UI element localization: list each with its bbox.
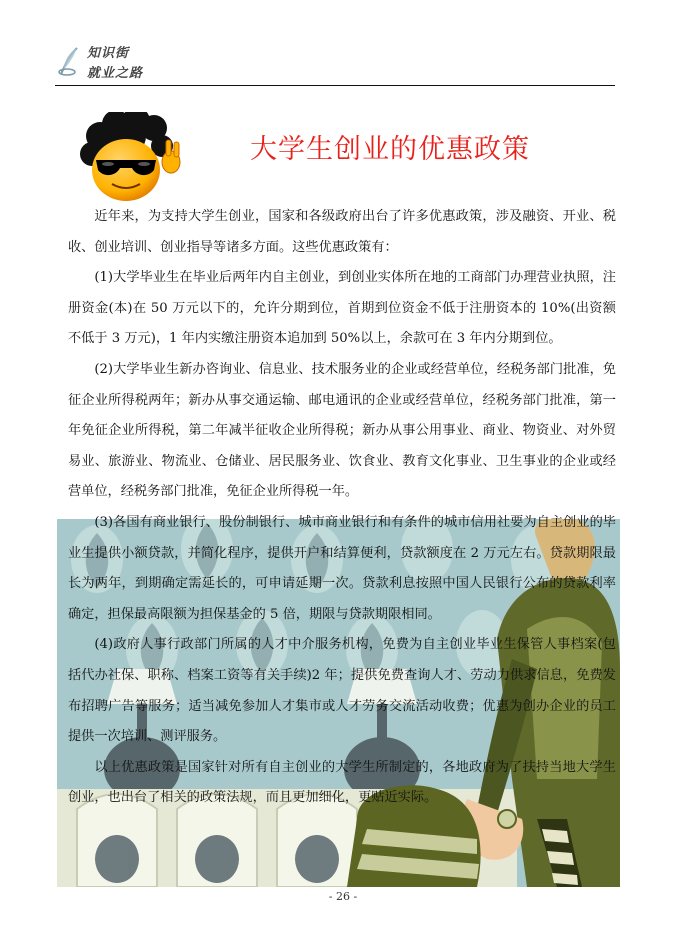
paragraph-policy-4: (4)政府人事行政部门所属的人才中介服务机构，免费为自主创业毕业生保管人事档案(包括代办社保、职称、档案工资等有关手续)2 年；提供免费查询人才、劳动力供求信息，免费发布招聘广告等服务；适当减免参加人才集市或人才劳务交流活动收费；优惠为创办企业的员工提供一次培训、测评服务。 bbox=[68, 637, 616, 745]
paragraph-intro: 近年来，为支持大学生创业，国家和各级政府出台了许多优惠政策，涉及融资、开业、税收、创业培训、创业指导等诸多方面。这些优惠政策有： bbox=[68, 209, 616, 255]
header-rule bbox=[55, 85, 615, 86]
paragraph-conclusion: 以上优惠政策是国家针对所有自主创业的大学生所制定的，各地政府为了扶持当地大学生创业，也出台了相关的政策法规，而且更加细化，更贴近实际。 bbox=[68, 759, 616, 806]
header-line-1: 知识街 bbox=[87, 46, 130, 61]
article-body bbox=[68, 202, 616, 814]
page-title: 大学生创业的优惠政策 bbox=[250, 134, 530, 165]
paragraph-policy-2: (2)大学毕业生新办咨询业、信息业、技术服务业的企业或经营单位，经税务部门批准，免征企业所得税两年；新办从事交通运输、邮电通讯的企业或经营单位，经税务部门批准，第一年免征企业所得税，第二年减半征收企业所得税；新办从事公用事业、商业、物资业、对外贸易业、旅游业、物流业、仓储业、居民服务业、饮食业、教育文化事业、卫生事业的企业或经营单位，经税务部门批准，免征企业所得税一年。 bbox=[68, 361, 616, 500]
header-line-2: 就业之路 bbox=[87, 66, 144, 81]
quill-logo-icon bbox=[55, 44, 87, 78]
page-number: - 26 - bbox=[328, 890, 358, 903]
paragraph-policy-1: (1)大学毕业生在毕业后两年内自主创业，到创业实体所在地的工商部门办理营业执照，注册资金(本)在 50 万元以下的，允许分期到位，首期到位资金不低于注册资本的 10%(出资额不低于 3 万元)，1 年内实缴注册资本追加到 50%以上，余款可在 3 年内分期到位。 bbox=[68, 270, 616, 347]
cool-sunglasses-emoji-icon bbox=[78, 112, 188, 204]
page-header bbox=[55, 38, 615, 86]
paragraph-policy-3: (3)各国有商业银行、股份制银行、城市商业银行和有条件的城市信用社要为自主创业的毕业生提供小额贷款，并简化程序，提供开户和结算便利，贷款额度在 2 万元左右。贷款期限最长为两年，到期确定需延长的，可申请延期一次。贷款利息按照中国人民银行公布的贷款利率确定，担保最高限额为担保基金的 5 倍，期限与贷款期限相同。 bbox=[68, 514, 616, 622]
